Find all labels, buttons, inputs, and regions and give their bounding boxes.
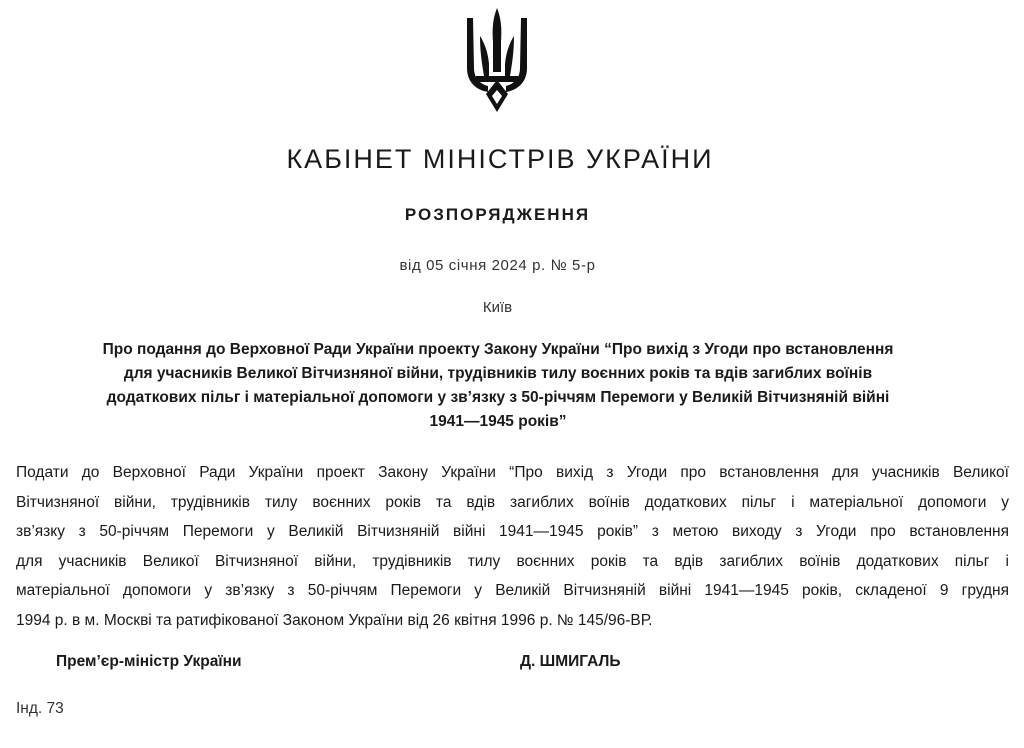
document-body	[16, 458, 1009, 635]
organization-title: КАБІНЕТ МІНІСТРІВ УКРАЇНИ	[286, 144, 714, 174]
signatory-title: Прем’єр-міністр України	[56, 653, 242, 670]
document-type: РОЗПОРЯДЖЕННЯ	[404, 205, 591, 224]
body-line: для учасників Великої Вітчизняної війни, трудівників тилу воєнних років та вдів загиблих воїнів додаткових пільг і	[16, 552, 1009, 570]
heading-line: для учасників Великої Вітчизняної війни, трудівників тилу воєнних років та вдів загиблих воїнів	[123, 365, 873, 382]
body-line: Подати до Верховної Ради України проект Закону України “Про вихід з Угоди про встановлення для учасників Великої	[16, 464, 1009, 481]
body-line: матеріальної допомоги у зв’язку з 50-річчям Перемоги у Великій Вітчизняній війні 1941—1945 років, складеної 9 грудня	[16, 582, 1009, 599]
signatory-name: Д. ШМИГАЛЬ	[520, 653, 621, 670]
heading-line: 1941—1945 років”	[429, 413, 567, 430]
document-date-number: від 05 січня 2024 р. № 5-р	[399, 257, 596, 274]
ukraine-trident-icon	[462, 6, 532, 114]
body-line: зв’язку з 50-річчям Перемоги у Великій Вітчизняній війні 1941—1945 років” з метою виходу з Угоди про встановлення	[16, 523, 1009, 540]
document-city: Київ	[482, 299, 513, 316]
heading-line: додаткових пільг і матеріальної допомоги у зв’язку з 50-річчям Перемоги у Великій Вітчизняній війні	[106, 389, 890, 406]
body-line: 1994 р. в м. Москві та ратифікованої Законом України від 26 квітня 1996 р. № 145/96-ВР.	[16, 611, 653, 629]
document-heading	[40, 338, 956, 434]
body-line: Вітчизняної війни, трудівників тилу воєнних років та вдів загиблих воїнів додаткових пільг і матеріальної допомоги у	[16, 493, 1009, 511]
heading-line: Про подання до Верховної Ради України проекту Закону України “Про вихід з Угоди про встановлення	[102, 341, 894, 358]
document-index: Інд. 73	[16, 700, 64, 717]
